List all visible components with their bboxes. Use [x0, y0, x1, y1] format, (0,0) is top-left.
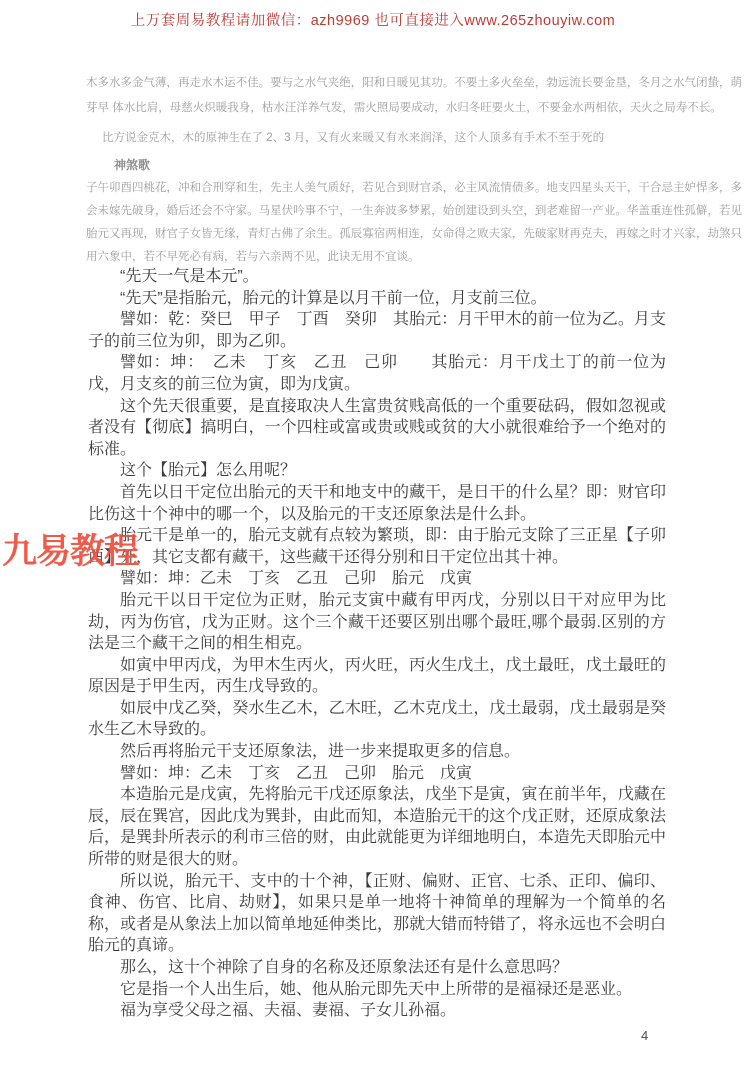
body-paragraph: 然后再将胎元干支还原象法，进一步来提取更多的信息。	[120, 743, 521, 761]
body-paragraph: 譬如：坤： 乙未 丁亥 乙丑 己卯 其胎元：月干戊土丁的前一位为戊，月支亥的前三位为寅，即为戊寅。	[88, 354, 666, 393]
site-watermark: 九易教程	[2, 532, 139, 571]
section-heading-shensha-song: 神煞歌	[114, 158, 151, 172]
body-paragraph: 这个先天很重要，是直接取决人生富贵贫贱高低的一个重要砝码，假如忽视或者没有【彻底】搞明白，一个四柱或富或贵或贱或贫的大小就很难给予一个绝对的标准。	[88, 397, 666, 458]
page-number: 4	[641, 1028, 649, 1043]
faint-shensha-paragraph: 子午卯酉四桃花，冲和合刑穿和生，先主人美气质好，若见合到财官杀，必主风流情债多。地支四星头天干，干合忌主妒悍多，多会未嫁先破身，婚后还会不守家。马星伏吟事不宁，一生奔波多梦累，始创建设到头空，到老难留一产业。华盖重连性孤僻，若见胎元又再现，财官子女皆无缘，青灯古佛了余生。孤辰寡宿两相连，女命得之败夫家，先破家财再克夫，再嫁之时才兴家，劫煞只用六象中，若不早死必有病，若与六亲两不见，此诀无用不宜谈。	[86, 182, 742, 263]
body-paragraph: 首先以日干定位出胎元的天干和地支中的藏干，是日干的什么星？即：财官印比伤这十个神中的哪一个，以及胎元的干支还原象法是什么卦。	[88, 483, 666, 523]
faint-example-line: 比方说金克木，木的原神生在了 2、3 月，又有火来暖又有水来润泽，这个人顶多有手术不至于死的	[102, 132, 605, 144]
body-paragraph: 譬如：坤：乙未 丁亥 乙丑 己卯 胎元 戊寅	[120, 570, 473, 588]
body-paragraph: 如辰中戊乙癸，癸水生乙木，乙木旺，乙木克戊土，戊土最弱，戊土最弱是癸水生乙木导致的。	[88, 699, 666, 739]
body-paragraph: 譬如：乾：癸巳 甲子 丁酉 癸卯 其胎元：月干甲木的前一位为乙。月支子的前三位为卯，即为乙卯。	[88, 311, 666, 350]
body-paragraph: 这个【胎元】怎么用呢？	[120, 462, 297, 480]
body-paragraph: 胎元干以日干定位为正财，胎元支寅中藏有甲丙戊，分别以日干对应甲为比劫，丙为伤官，戊为正财。这个三个藏干还要区别出哪个最旺,哪个最弱.区别的方法是三个藏干之间的相生相克。	[88, 591, 666, 653]
body-paragraph: 譬如：坤：乙未 丁亥 乙丑 己卯 胎元 戊寅	[120, 764, 473, 782]
body-paragraph: 那么，这十个神除了自身的名称及还原象法还有是什么意思吗？	[120, 959, 569, 976]
body-paragraph: “先天一气是本元”。	[120, 268, 259, 285]
body-paragraph: 如寅中甲丙戊，为甲木生丙火，丙火旺，丙火生戊土，戊土最旺，戊土最旺的原因是于甲生丙，丙生戊导致的。	[88, 656, 666, 696]
body-paragraph: 胎元干是单一的，胎元支就有点较为繁琐，即：由于胎元支除了三正星【子卯酉】外，其它支都有藏干，这些藏干还得分别和日干定位出其十神。	[88, 527, 666, 566]
promo-header-text: 上万套周易教程请加微信：azh9969 也可直接进入www.265zhouyiw.com	[130, 13, 616, 29]
body-paragraph: 所以说，胎元干、支中的十个神，【正财、偏财、正官、七杀、正印、偏印、食神、伤官、比肩、劫财】，如果只是单一地将十神简单的理解为一个简单的名称，或者是从象法上加以简单地延伸类比，那就大错而特错了，将永远也不会明白胎元的真谛。	[88, 872, 666, 955]
body-paragraph: 本造胎元是戊寅，先将胎元干戊还原象法，戊坐下是寅，寅在前半年，戊藏在辰，辰在巽宫，因此戊为巽卦，由此而知，本造胎元干的这个戊正财，还原成象法后，是巽卦所表示的利市三倍的财，由此就能更为详细地明白，本造先天即胎元中所带的财是很大的财。	[88, 786, 666, 869]
body-paragraph: 福为享受父母之福、夫福、妻福、子女儿孙福。	[120, 1002, 457, 1020]
main-body-text	[88, 266, 666, 1022]
faint-intro-paragraph: 木多水多金气薄，再走水木运不佳。要与之水气夹绝，阳和日暖见其功。不要土多火垒垒，勃远流长要金垦，冬月之水气闭蛰，萌芽早 体水比肩，母慈火炽暖我身，枯水汪洋养气发，需火照局要成动，水归冬旺要火土，不要金水两相依，天火之局寿不长。	[86, 77, 742, 114]
body-paragraph: 它是指一个人出生后，她、他从胎元即先天中上所带的是福禄还是恶业。	[120, 980, 633, 998]
body-paragraph: “先天”是指胎元，胎元的计算是以月干前一位，月支前三位。	[120, 289, 547, 307]
